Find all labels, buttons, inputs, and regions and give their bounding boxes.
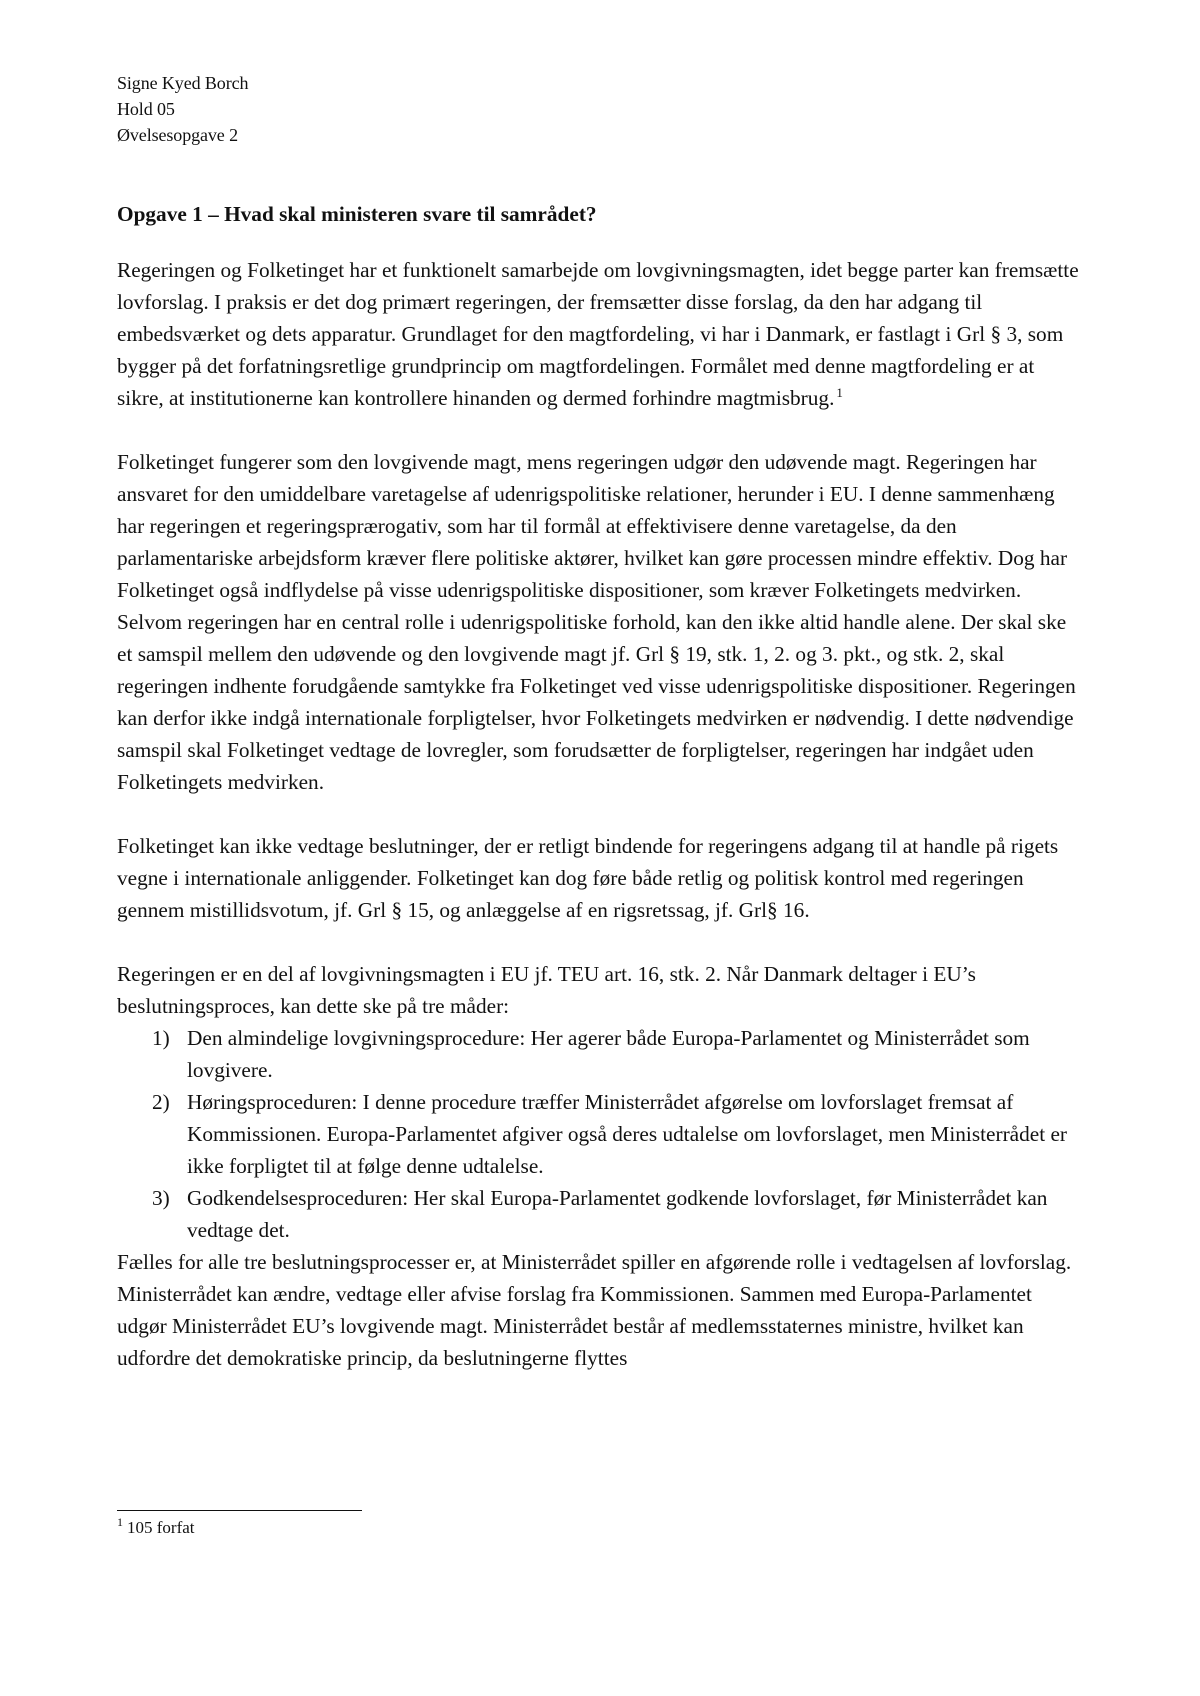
document-body	[117, 198, 1085, 1374]
footnote-text: 105 forfat	[127, 1518, 195, 1537]
list-item-text: Høringsproceduren: I denne procedure træffer Ministerrådet afgørelse om lovforslaget fremsat af Kommissionen. Europa-Parlamentet afgiver også deres udtalelse om lovforslaget, men Ministerrådet er ikke forpligtet til at følge denne udtalelse.	[187, 1090, 1068, 1178]
class-label: Hold 05	[117, 99, 175, 119]
procedure-list	[117, 1022, 1085, 1246]
paragraph-6: Fælles for alle tre beslutningsprocesser er, at Ministerrådet spiller en afgørende rolle i vedtagelsen af lovforslag. Ministerrådet kan ændre, vedtage eller afvise forslag fra Kommissionen. Sammen med Europa-Parlamentet udgør Ministerrådet EU’s lovgivende magt. Ministerrådet består af medlemsstaternes ministre, hvilket kan udfordre det demokratiske princip, da beslutningerne flyttes	[117, 1250, 1072, 1370]
footnote	[117, 1517, 195, 1539]
assignment-label: Øvelsesopgave 2	[117, 125, 238, 145]
list-item-text: Den almindelige lovgivningsprocedure: Her agerer både Europa-Parlamentet og Ministerrådet som lovgivere.	[187, 1026, 1030, 1082]
list-item	[117, 1086, 1085, 1182]
list-item-number: 2)	[152, 1090, 170, 1114]
list-item	[117, 1182, 1085, 1246]
author-name: Signe Kyed Borch	[117, 73, 249, 93]
footnote-separator	[117, 1510, 362, 1511]
footnote-number: 1	[117, 1515, 123, 1530]
paragraph-1-text: Regeringen og Folketinget har et funktionelt samarbejde om lovgivningsmagten, idet begge parter kan fremsætte lovforslag. I praksis er det dog primært regeringen, der fremsætter disse forslag, da den har adgang til embedsværket og dets apparatur. Grundlaget for den magtfordeling, vi har i Danmark, er fastlagt i Grl § 3, som bygger på det forfatningsretlige grundprincip om magtfordelingen. Formålet med denne magtfordeling er at sikre, at institutionerne kan kontrollere hinanden og dermed forhindre magtmisbrug.	[117, 258, 1079, 410]
paragraph-1	[117, 254, 1085, 414]
list-item-number: 3)	[152, 1186, 170, 1210]
document-header	[117, 70, 248, 148]
section-title: Opgave 1 – Hvad skal ministeren svare til samrådet?	[117, 202, 597, 226]
paragraph-4: Folketinget kan ikke vedtage beslutninger, der er retligt bindende for regeringens adgang til at handle på rigets vegne i internationale anliggender. Folketinget kan dog føre både retlig og politisk kontrol med regeringen gennem mistillidsvotum, jf. Grl § 15, og anlæggelse af en rigsretssag, jf. Grl§ 16.	[117, 834, 1059, 922]
paragraph-2: Folketinget fungerer som den lovgivende magt, mens regeringen udgør den udøvende magt. Regeringen har ansvaret for den umiddelbare varetagelse af udenrigspolitiske relationer, herunder i EU. I denne sammenhæng har regeringen et regeringsprærogativ, som har til formål at effektivisere denne varetagelse, da den parlamentariske arbejdsform kræver flere politiske aktører, hvilket kan gøre processen mindre effektiv. Dog har Folketinget også indflydelse på visse udenrigspolitiske dispositioner, som kræver Folketingets medvirken.	[117, 450, 1068, 602]
paragraph-5: Regeringen er en del af lovgivningsmagten i EU jf. TEU art. 16, stk. 2. Når Danmark deltager i EU’s beslutningsproces, kan dette ske på tre måder:	[117, 962, 976, 1018]
footnote-reference: 1	[836, 384, 843, 400]
paragraph-3: Selvom regeringen har en central rolle i udenrigspolitiske forhold, kan den ikke altid handle alene. Der skal ske et samspil mellem den udøvende og den lovgivende magt jf. Grl § 19, stk. 1, 2. og 3. pkt., og stk. 2, skal regeringen indhente forudgående samtykke fra Folketinget ved visse udenrigspolitiske dispositioner. Regeringen kan derfor ikke indgå internationale forpligtelser, hvor Folketingets medvirken er nødvendig. I dette nødvendige samspil skal Folketinget vedtage de lovregler, som forudsætter de forpligtelser, regeringen har indgået uden Folketingets medvirken.	[117, 610, 1076, 794]
list-item	[117, 1022, 1085, 1086]
list-item-text: Godkendelsesproceduren: Her skal Europa-Parlamentet godkende lovforslaget, før Ministerrådet kan vedtage det.	[187, 1186, 1048, 1242]
list-item-number: 1)	[152, 1026, 170, 1050]
